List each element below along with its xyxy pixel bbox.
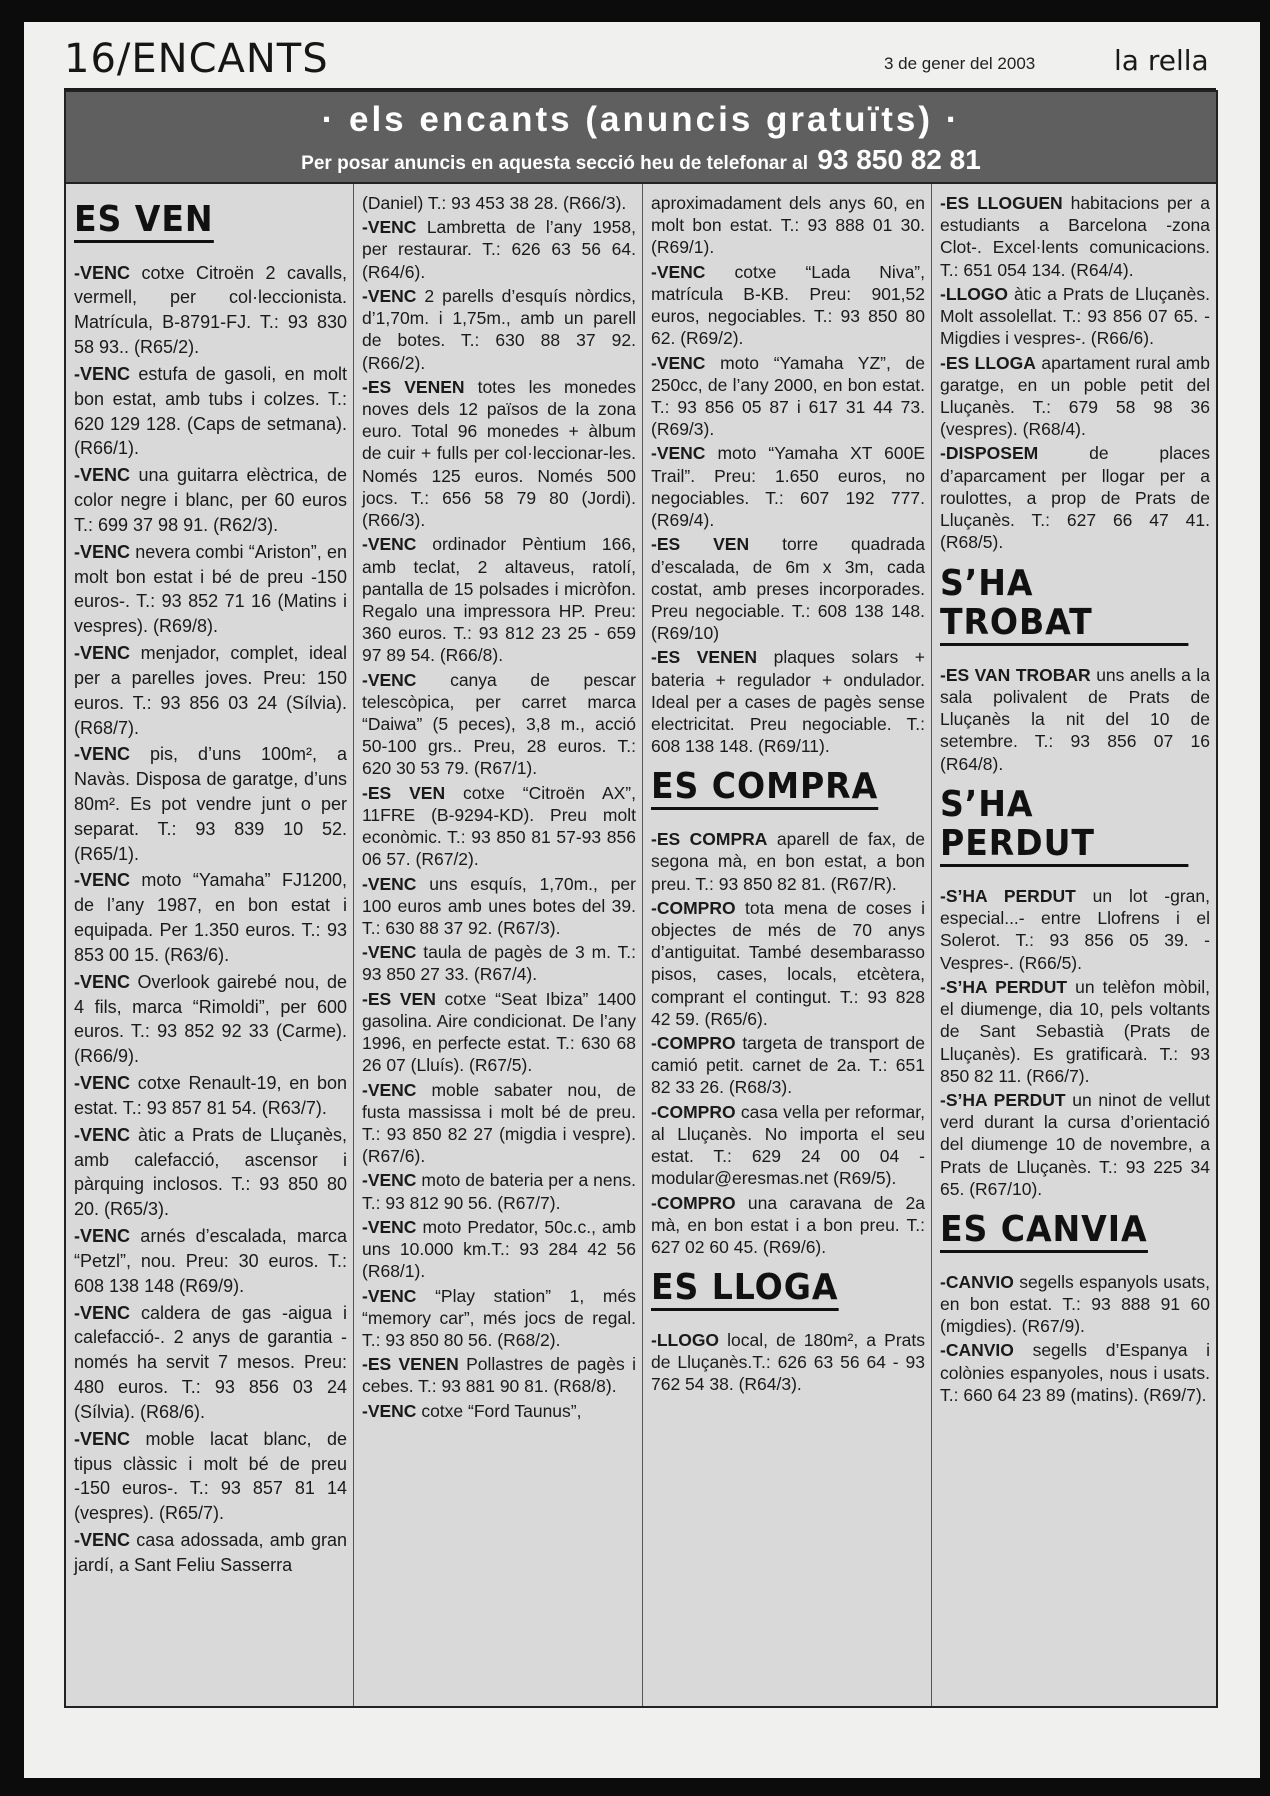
ad-text: cotxe Renault-19, en bon estat. T.: 93 857 81 54. (R63/7). [74, 1073, 347, 1118]
ad-keyword: -VENC [651, 352, 706, 373]
ad-keyword: -VENC [74, 1124, 131, 1145]
ad-text: moto “Yamaha” FJ1200, de l’any 1987, en bon estat i equipada. Per 1.350 euros. T.: 93 853 00 15. (R63/6). [74, 870, 347, 965]
classified-ad [651, 646, 925, 757]
ad-keyword: -VENC [74, 1530, 131, 1550]
section-heading: ES LLOGA [651, 1268, 838, 1311]
classified-ad [940, 1339, 1210, 1406]
classified-ad [940, 192, 1210, 281]
ad-keyword: -ES VEN [651, 534, 750, 555]
ad-text: una guitarra elèctrica, de color negre i blanc, per 60 euros T.: 699 37 98 91. (R62/3). [74, 465, 347, 535]
ad-keyword: -VENC [362, 1400, 417, 1421]
ad-keyword: -VENC [74, 870, 131, 891]
ad-text: targeta de transport de camió petit. carnet de 2a. T.: 651 82 33 26. (R68/3). [651, 1033, 925, 1098]
classified-ad [74, 1528, 347, 1578]
classified-ad [940, 976, 1210, 1087]
ad-text: moto de bateria per a nens. T.: 93 812 90 56. (R67/7). [362, 1170, 636, 1213]
ad-text: moto Predator, 50c.c., amb uns 10.000 km.T.: 93 284 42 56 (R68/1). [362, 1216, 636, 1282]
ad-keyword: -ES VEN [362, 782, 446, 803]
classified-ad [940, 442, 1210, 553]
column-3 [642, 184, 931, 1706]
ad-keyword: -DISPOSEM [940, 443, 1039, 464]
ad-text: un telèfon mòbil, el diumenge, dia 10, pels voltants de Sant Sebastià (Prats de Lluçanès). Es gratificarà. T.: 93 850 82 11. (R66/7). [940, 976, 1210, 1086]
ad-text: una caravana de 2a mà, en bon estat i a bon preu. T.: 627 02 60 45. (R69/6). [651, 1192, 925, 1257]
ad-keyword: -VENC [362, 217, 417, 238]
ad-text: un ninot de vellut verd durant la cursa d’orientació del diumenge 10 de novembre, a Prats de Lluçanès. T.: 93 225 34 65. (R67/10). [940, 1089, 1210, 1199]
publication-name: la rella [1114, 44, 1209, 77]
classified-ad [74, 1224, 347, 1298]
classified-ad [651, 1032, 925, 1099]
page-header [64, 32, 1216, 91]
ad-keyword: -ES VENEN [362, 1354, 459, 1375]
ad-text: 2 parells d’esquís nòrdics, d’1,70m. i 1,75m., amb un parell de botes. T.: 630 88 37 92. (R66/2). [362, 285, 636, 373]
ad-keyword: -VENC [651, 261, 706, 282]
classified-ad [362, 782, 636, 871]
classified-ad [74, 1301, 347, 1425]
classified-ad [362, 669, 636, 780]
ad-text: àtic a Prats de Lluçanès, amb calefacció, ascensor i pàrquing inclosos. T.: 93 850 80 20. (R65/3). [74, 1124, 347, 1220]
ad-keyword: -VENC [362, 1285, 417, 1306]
ad-text: moto “Yamaha XT 600E Trail”. Preu: 1.650 euros, no negociables. T.: 607 192 777. (R69/4). [651, 443, 925, 531]
ad-keyword: -COMPRO [651, 1101, 736, 1122]
ad-text: local, de 180m², a Prats de Lluçanès.T.: 626 63 56 64 - 93 762 54 38. (R64/3). [651, 1329, 925, 1395]
ad-keyword: -S’HA PERDUT [940, 976, 1068, 997]
ad-text: cotxe “Seat Ibiza” 1400 gasolina. Aire condicionat. De l’any 1996, en perfecte estat. T.: 630 68 26 07 (Lluís). (R67/5). [362, 988, 636, 1076]
ad-text: pis, d’uns 100m², a Navàs. Disposa de garatge, d’uns 80m². Es pot vendre junt o per separat. T.: 93 839 10 52. (R65/1). [74, 744, 347, 864]
ad-keyword: -LLOGO [651, 1329, 720, 1350]
classified-ad [74, 970, 347, 1069]
section-heading: ES CANVIA [940, 1210, 1148, 1253]
classified-ad [651, 1101, 925, 1190]
classified-ad [74, 540, 347, 639]
ad-text: (Daniel) T.: 93 453 38 28. (R66/3). [362, 193, 627, 213]
ad-text: cotxe Citroën 2 cavalls, vermell, per col·leccionista. Matrícula, B-8791-FJ. T.: 93 830 58 93.. (R65/2). [74, 262, 347, 358]
classified-ad [362, 1353, 636, 1397]
ad-keyword: -VENC [362, 285, 417, 306]
ad-text: aparell de fax, de segona mà, en bon estat, a bon preu. T.: 93 850 82 81. (R67/R). [651, 829, 926, 894]
ad-keyword: -ES LLOGUEN [940, 193, 1063, 213]
ad-keyword: -VENC [74, 1073, 131, 1094]
classified-ad [362, 192, 636, 214]
classified-ad [940, 885, 1210, 974]
ad-text: de places d’aparcament per llogar per a roulottes, a prop de Prats de Lluçanès. T.: 627 66 47 41. (R68/5). [940, 443, 1210, 553]
ad-text: casa vella per reformar, al Lluçanès. No importa el seu estat. T.: 629 24 00 04 - modular@eresmas.net (R69/5). [651, 1101, 925, 1189]
ad-text: aproximadament dels anys 60, en molt bon estat. T.: 93 888 01 30. (R69/1). [651, 193, 925, 258]
ad-keyword: -VENC [74, 1428, 131, 1449]
classified-ad [651, 1192, 925, 1259]
ad-keyword: -S’HA PERDUT [940, 885, 1076, 906]
section-heading: ES VEN [74, 200, 214, 243]
ad-text: un lot -gran, especial...- entre Llofrens i el Solerot. T.: 93 856 05 39. -Vespres-. (R66/5). [940, 885, 1210, 973]
classified-ad [74, 362, 347, 461]
ad-text: casa adossada, amb gran jardí, a Sant Feliu Sasserra [74, 1530, 347, 1575]
classified-ad [651, 897, 925, 1030]
ad-text: “Play station” 1, més “memory car”, més jocs de regal. T.: 93 850 80 56. (R68/2). [362, 1285, 636, 1350]
banner-subtitle [66, 144, 1216, 176]
classified-ad [362, 1169, 636, 1213]
ad-keyword: -VENC [362, 1079, 417, 1100]
ad-keyword: -VENC [362, 942, 417, 963]
ad-keyword: -CANVIO [940, 1340, 1014, 1361]
classified-ad [74, 742, 347, 866]
classified-ad [362, 1400, 636, 1422]
ad-keyword: -VENC [362, 1170, 417, 1191]
ad-text: Pollastres de pagès i cebes. T.: 93 881 90 81. (R68/8). [362, 1354, 636, 1397]
ad-keyword: -COMPRO [651, 1192, 736, 1213]
ad-keyword: -VENC [74, 1302, 131, 1323]
classified-ad [651, 192, 925, 259]
classified-ad [940, 1089, 1210, 1200]
section-heading: S’HA TROBAT [940, 564, 1188, 646]
section-banner [64, 90, 1218, 184]
ad-text: nevera combi “Ariston”, en molt bon estat i bé de preu -150 euros-. T.: 93 852 71 16 (Matins i vespres). (R69/8). [74, 541, 347, 637]
classified-ad [74, 1427, 347, 1526]
ad-keyword: -ES VENEN [651, 647, 758, 668]
ad-keyword: -VENC [74, 465, 131, 486]
ad-text: Overlook gairebé nou, de 4 fils, marca “Rimoldi”, per 600 euros. T.: 93 852 92 33 (Carme).(R66/9). [74, 971, 347, 1067]
ad-text: uns anells a la sala polivalent de Prats de Lluçanès la nit del 10 de setembre. T.: 93 856 07 16 (R64/8). [940, 664, 1210, 774]
classified-ad [940, 1271, 1210, 1338]
classified-ad [362, 533, 636, 666]
ad-text: segells d’Espanya i colònies espanyoles, nous i usats. T.: 660 64 23 89 (matins). (R69/7). [940, 1340, 1210, 1405]
ad-keyword: -VENC [74, 262, 131, 283]
ad-keyword: -VENC [74, 1226, 131, 1247]
ad-text: totes les monedes noves dels 12 països de la zona euro. Total 96 monedes + àlbum de cuir + fulls per col·leccionar-les. Només 125 euros. Només 500 jocs. T.: 656 58 79 80 (Jordi). (R66/3). [362, 376, 637, 531]
ad-text: uns esquís, 1,70m., per 100 euros amb unes botes del 39. T.: 630 88 37 92. (R67/3). [362, 873, 636, 938]
ad-keyword: -S’HA PERDUT [940, 1089, 1066, 1110]
ad-text: segells espanyols usats, en bon estat. T.: 93 888 91 60 (migdies). (R67/9). [940, 1271, 1210, 1337]
classified-ad [362, 1216, 636, 1283]
ad-keyword: -VENC [74, 541, 131, 562]
classified-ad [362, 216, 636, 283]
ad-keyword: -VENC [74, 643, 131, 664]
column-1 [66, 184, 353, 1706]
classified-ad [362, 1285, 636, 1352]
classified-ad [651, 261, 925, 350]
page-title: 16/ENCANTS [64, 36, 329, 82]
ad-keyword: -VENC [362, 873, 417, 894]
ad-keyword: -CANVIO [940, 1271, 1014, 1292]
ad-keyword: -ES VAN TROBAR [940, 664, 1091, 685]
ad-keyword: -VENC [362, 1216, 417, 1237]
ad-text: moble sabater nou, de fusta massissa i molt bé de preu. T.: 93 850 82 27 (migdia i vespre). (R67/6). [362, 1079, 636, 1167]
ad-text: torre quadrada d’escalada, de 6m x 3m, cada costat, amb preses incorporades. Preu negociable. T.: 608 138 148. (R69/10) [651, 534, 925, 644]
newspaper-page [24, 22, 1260, 1778]
ad-text: canya de pescar telescòpica, per carret marca “Daiwa” (5 peces), 3,8 m., acció 50-100 grs.. Preu, 28 euros. T.: 620 30 53 79. (R67/1). [362, 669, 636, 779]
ad-text: moble lacat blanc, de tipus clàssic i molt bé de preu -150 euros-. T.: 93 857 81 14 (vespres). (R65/7). [74, 1428, 347, 1524]
banner-title: · els encants (anuncis gratuïts) · [321, 100, 961, 139]
classified-ad [362, 941, 636, 985]
classified-ad [74, 641, 347, 740]
classified-ad [940, 664, 1210, 775]
ad-keyword: -COMPRO [651, 1033, 736, 1054]
ad-text: cotxe “Lada Niva”, matrícula B-KB. Preu: 901,52 euros, negociables. T.: 93 850 80 62. (R69/2). [651, 261, 925, 349]
classified-ad [651, 1329, 925, 1396]
classified-ad [651, 352, 925, 441]
classified-ad [74, 261, 347, 360]
ad-keyword: -VENC [651, 443, 706, 464]
classified-ad [362, 1079, 636, 1168]
ad-keyword: -ES LLOGA [940, 352, 1036, 373]
classified-ad [74, 463, 347, 537]
classified-ad [362, 988, 636, 1077]
ad-keyword: -VENC [74, 971, 131, 992]
section-heading: ES COMPRA [651, 767, 878, 810]
ad-text: apartament rural amb garatge, en un poble petit del Lluçanès. T.: 679 58 98 36 (vespres). (R68/4). [940, 352, 1210, 440]
ad-text: ordinador Pèntium 166, amb teclat, 2 altaveus, ratolí, pantalla de 15 polsades i micròfon. Regalo una impressora HP. Preu: 360 euros. T.: 93 812 23 25 - 659 97 89 54. (R66/8). [362, 534, 636, 666]
ad-keyword: -VENC [74, 744, 131, 765]
banner-phone: 93 850 82 81 [817, 144, 981, 175]
classified-ad [74, 868, 347, 967]
classified-ad [362, 376, 636, 532]
ad-text: tota mena de coses i objectes de més de 70 anys d’antiguitat. També desembarasso pisos, cases, locals, etcètera, comprant el contingut. T.: 93 828 42 59. (R65/6). [651, 897, 925, 1029]
column-4 [931, 184, 1216, 1706]
ad-text: arnés d’escalada, marca “Petzl”, nou. Preu: 30 euros. T.: 608 138 148 (R69/9). [74, 1226, 347, 1296]
classified-ad [940, 283, 1210, 350]
classified-ad [651, 442, 925, 531]
ad-keyword: -ES VEN [362, 988, 436, 1009]
classified-ad [362, 873, 636, 940]
classified-ad [651, 533, 925, 644]
ad-keyword: -VENC [362, 534, 417, 555]
ad-text: moto “Yamaha YZ”, de 250cc, de l’any 2000, en bon estat. T.: 93 856 05 87 i 617 31 44 73. (R69/3). [651, 352, 925, 440]
ad-keyword: -VENC [74, 363, 131, 384]
ad-text: àtic a Prats de Lluçanès. Molt assolellat. T.: 93 856 07 65. -Migdies i vespres-. (R66/6). [940, 283, 1210, 349]
issue-date: 3 de gener del 2003 [884, 54, 1036, 73]
ad-text: Lambretta de l’any 1958, per restaurar. T.: 626 63 56 64. (R64/6). [362, 217, 636, 282]
ad-text: caldera de gas -aigua i calefacció-. 2 anys de garantia -només ha servit 7 mesos. Preu: 480 euros. T.: 93 856 03 24 (Sílvia). (R68/6). [74, 1302, 347, 1422]
ad-text: cotxe “Citroën AX”, 11FRE (B-9294-KD). Preu molt econòmic. T.: 93 850 81 57-93 856 06 57. (R67/2). [362, 782, 636, 870]
column-2 [353, 184, 642, 1706]
ad-keyword: -ES VENEN [362, 376, 465, 397]
ad-text: menjador, complet, ideal per a parelles joves. Preu: 150 euros. T.: 93 856 03 24 (Sílvia). (R68/7). [74, 643, 347, 738]
classifieds-area [64, 184, 1218, 1708]
classified-ad [651, 828, 925, 895]
classified-ad [362, 285, 636, 374]
banner-instructions: Per posar anuncis en aquesta secció heu de telefonar al [301, 153, 809, 174]
ad-text: plaques solars + bateria + regulador + ondulador. Ideal per a cases de pagès sense electricitat. Preu negociable. T.: 608 138 148. (R69/11). [651, 647, 925, 757]
ad-text: taula de pagès de 3 m. T.: 93 850 27 33. (R67/4). [362, 942, 636, 985]
classified-ad [74, 1071, 347, 1121]
ad-text: habitacions per a estudiants a Barcelona -zona Clot-. Excel·lents comunicacions. T.: 651 054 134. (R64/4). [940, 193, 1210, 280]
ad-keyword: -COMPRO [651, 897, 736, 918]
ad-keyword: -LLOGO [940, 283, 1009, 304]
classified-ad [940, 352, 1210, 441]
classified-ad [74, 1123, 347, 1222]
ad-keyword: -ES COMPRA [651, 829, 768, 850]
ad-keyword: -VENC [362, 669, 417, 690]
ad-text: estufa de gasoli, en molt bon estat, amb tubs i colzes. T.: 620 129 128. (Caps de setmana). (R66/1). [74, 363, 347, 459]
section-heading: S’HA PERDUT [940, 785, 1188, 867]
ad-text: cotxe “Ford Taunus”, [416, 1400, 582, 1421]
